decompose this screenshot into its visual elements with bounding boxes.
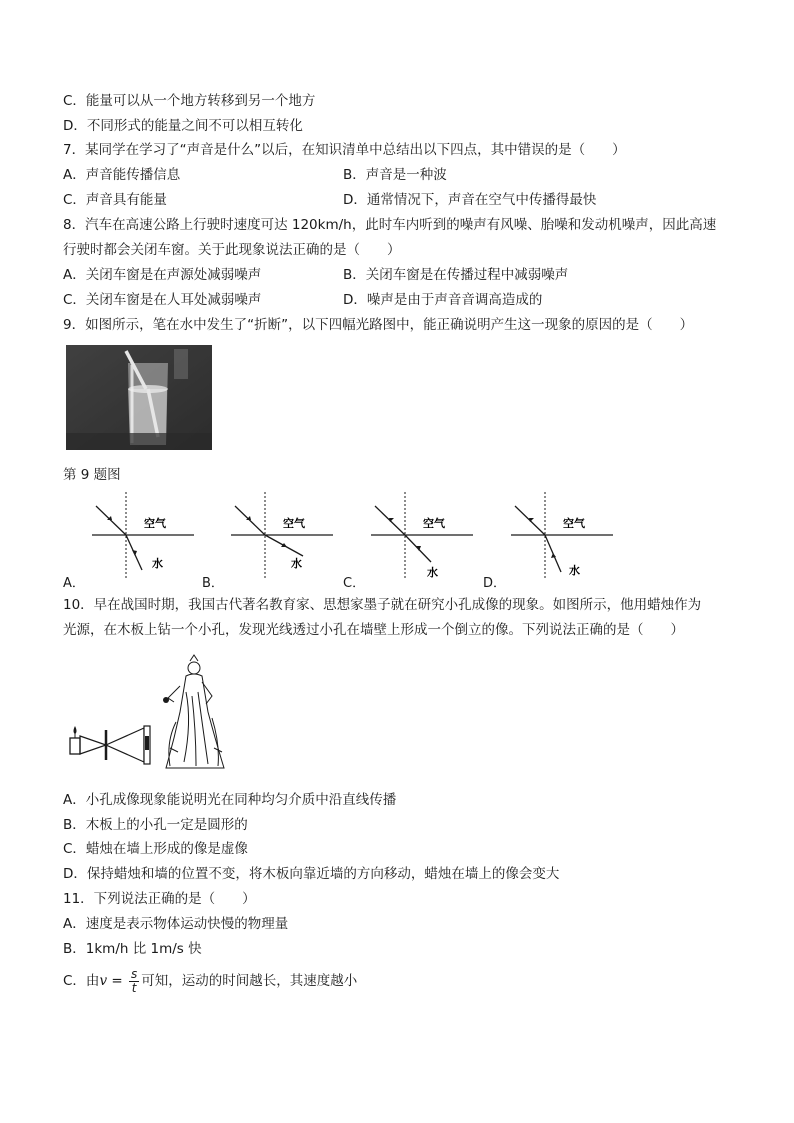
air-label: 空气 bbox=[563, 517, 585, 530]
water-label: 水 bbox=[152, 557, 163, 570]
q10-option-d: D．保持蜡烛和墙的位置不变，将木板向靠近墙的方向移动，蜡烛在墙上的像会变大 bbox=[63, 866, 560, 882]
q8-option-a: A．关闭车窗是在声源处减弱噪声 bbox=[63, 267, 262, 283]
q11-option-b: B．1km/h 比 1m/s 快 bbox=[63, 941, 202, 957]
ray-label-a: A． bbox=[63, 576, 85, 591]
q11c-velocity-symbol: v bbox=[99, 973, 108, 989]
q8-option-c: C．关闭车窗是在人耳处减弱噪声 bbox=[63, 292, 262, 308]
speed-formula-fraction bbox=[129, 968, 139, 995]
ray-label-d: D． bbox=[483, 576, 507, 591]
question-11: 11．下列说法正确的是（ ） bbox=[63, 891, 256, 907]
line-q6-c: C．能量可以从一个地方转移到另一个地方 bbox=[63, 93, 316, 109]
ray-diagram-c bbox=[365, 490, 475, 580]
question-10-line1: 10．早在战国时期，我国古代著名教育家、思想家墨子就在研究小孔成像的现象。如图所示，他用蜡烛作为 bbox=[63, 597, 702, 613]
q7-option-d: D．通常情况下，声音在空气中传播得最快 bbox=[343, 192, 597, 208]
q11c-equals: = bbox=[107, 973, 127, 989]
q10-option-a: A．小孔成像现象能说明光在同种均匀介质中沿直线传播 bbox=[63, 792, 397, 808]
water-label: 水 bbox=[291, 557, 302, 570]
q11-option-c bbox=[63, 966, 357, 996]
fraction-numerator: s bbox=[130, 966, 138, 981]
ray-diagram-b bbox=[225, 490, 335, 580]
question-7: 7．某同学在学习了“声音是什么”以后，在知识清单中总结出以下四点，其中错误的是（ ） bbox=[63, 142, 626, 158]
q7-option-c: C．声音具有能量 bbox=[63, 192, 167, 208]
figure-9-caption: 第 9 题图 bbox=[63, 467, 121, 483]
pinhole-camera-illustration bbox=[66, 652, 236, 772]
ray-diagram-a bbox=[86, 490, 196, 580]
water-label: 水 bbox=[569, 564, 580, 577]
line-q6-d: D．不同形式的能量之间不可以相互转化 bbox=[63, 118, 303, 134]
question-10-line2: 光源，在木板上钻一个小孔，发现光线透过小孔在墙壁上形成一个倒立的像。下列说法正确的是（ ） bbox=[63, 622, 684, 638]
q7-option-b: B．声音是一种波 bbox=[343, 167, 447, 183]
q8-option-d: D．噪声是由于声音音调高造成的 bbox=[343, 292, 543, 308]
water-label: 水 bbox=[427, 566, 438, 579]
q11-option-a: A．速度是表示物体运动快慢的物理量 bbox=[63, 916, 289, 932]
q10-option-b: B．木板上的小孔一定是圆形的 bbox=[63, 817, 248, 833]
ray-label-b: B． bbox=[202, 576, 224, 591]
q10-option-c: C．蜡烛在墙上形成的像是虚像 bbox=[63, 841, 248, 857]
question-8-line1: 8．汽车在高速公路上行驶时速度可达 120km/h，此时车内听到的噪声有风噪、胎噪和发动机噪声，因此高速 bbox=[63, 217, 717, 233]
q11c-suffix: 可知，运动的时间越长，其速度越小 bbox=[141, 973, 358, 989]
q11c-prefix: C．由 bbox=[63, 973, 100, 989]
fraction-denominator: t bbox=[131, 980, 137, 995]
question-9: 9．如图所示，笔在水中发生了“折断”，以下四幅光路图中，能正确说明产生这一现象的原因的是（ ） bbox=[63, 317, 694, 333]
pen-in-water-photo bbox=[66, 345, 212, 450]
ray-diagram-d bbox=[505, 490, 615, 580]
question-8-line2: 行驶时都会关闭车窗。关于此现象说法正确的是（ ） bbox=[63, 242, 401, 258]
air-label: 空气 bbox=[283, 517, 305, 530]
q7-option-a: A．声音能传播信息 bbox=[63, 167, 181, 183]
air-label: 空气 bbox=[423, 517, 445, 530]
air-label: 空气 bbox=[144, 517, 166, 530]
q8-option-b: B．关闭车窗是在传播过程中减弱噪声 bbox=[343, 267, 569, 283]
ray-label-c: C． bbox=[343, 576, 366, 591]
